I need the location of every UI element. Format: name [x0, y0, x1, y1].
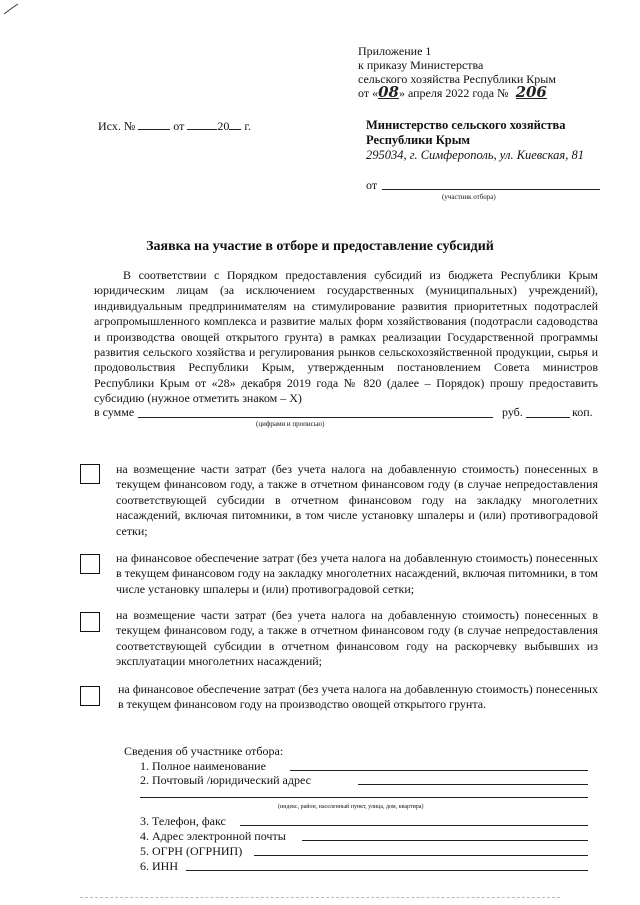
addressee-line2: Республики Крым [366, 133, 470, 147]
rub-label: руб. [502, 405, 523, 419]
option-text-4: на финансовое обеспечение затрат (без учета налога на добавленную стоимость) понесенных в текущем финансовом году на производство овощей открытого грунта. [118, 682, 598, 712]
field-inn-input[interactable] [186, 870, 588, 871]
outgoing-suffix: г. [244, 119, 251, 133]
kop-label: коп. [572, 405, 593, 419]
appendix-date-day: 08 [378, 83, 399, 101]
field-inn-label: 6. ИНН [140, 859, 178, 873]
sum-field[interactable] [138, 417, 493, 418]
outgoing-number-field[interactable] [138, 119, 170, 130]
option-checkbox-3[interactable] [80, 612, 100, 632]
corner-mark-icon [2, 2, 22, 16]
addressee-line1: Министерство сельского хозяйства [366, 118, 566, 132]
field-ogrn-input[interactable] [254, 855, 588, 856]
field-full-name-input[interactable] [290, 770, 588, 771]
address-caption: (индекс, район, населенный пункт, улица, дом, квартира) [278, 804, 424, 810]
outgoing-year-field[interactable] [229, 119, 241, 130]
outgoing-number-line [98, 119, 298, 133]
from-caption: (участник отбора) [442, 193, 496, 201]
option-checkbox-4[interactable] [80, 686, 100, 706]
addressee-address: 295034, г. Симферополь, ул. Киевская, 81 [366, 148, 584, 162]
option-text-1: на возмещение части затрат (без учета налога на добавленную стоимость) понесенных в текущем финансовом году, а также в отчетном финансовом году (в случае непредоставления соответствующей субсидии в отчетном финансовом году на закладку многолетних насаждений, включая питомники, в том числе установку шпалеры и (или) противоградовой сетки; [116, 462, 598, 538]
appendix-date-prefix: от « [358, 86, 379, 100]
page-title: Заявка на участие в отборе и предоставление субсидий [146, 239, 494, 254]
participant-heading: Сведения об участнике отбора: [124, 744, 284, 758]
kop-field[interactable] [526, 417, 570, 418]
field-address-label: 2. Почтовый /юридический адрес [140, 773, 311, 787]
sum-label: в сумме [94, 405, 135, 419]
appendix-line2: к приказу Министерства [358, 58, 484, 72]
sum-caption: (цифрами и прописью) [256, 420, 325, 428]
appendix-line3: сельского хозяйства Республики Крым [358, 72, 556, 86]
option-checkbox-1[interactable] [80, 464, 100, 484]
outgoing-mid: от [173, 119, 185, 133]
appendix-date-line [358, 83, 628, 101]
field-address-input-line2[interactable] [140, 797, 588, 798]
field-email-input[interactable] [302, 840, 588, 841]
field-phone-input[interactable] [240, 825, 588, 826]
field-address-input[interactable] [358, 784, 588, 785]
from-label: от [366, 178, 378, 192]
field-phone-label: 3. Телефон, факс [140, 814, 226, 828]
option-text-2: на финансовое обеспечение затрат (без учета налога на добавленную стоимость) понесенных в текущем финансовом году на закладку многолетних насаждений, включая питомники, в том числе установку шпалеры и (или) противоградовой сетки; [116, 551, 598, 596]
field-email-label: 4. Адрес электронной почты [140, 829, 286, 843]
appendix-date-mid: » апреля 2022 года № [398, 86, 509, 100]
intro-paragraph: В соответствии с Порядком предоставления субсидий из бюджета Республики Крым юридическим лицам (за исключением государственных (муниципальных) учреждений), индивидуальным предпринимателям на стимулирование развития приоритетных подотраслей агропромышленного комплекса и развитие малых форм хозяйствования (подотрасли садоводства и производства овощей открытого грунта) в рамках реализации Государственной программы развития сельского хозяйства и регулирования рынков сельскохозяйственной продукции, сырья и продовольствия Республики Крым, утвержденным постановлением Совета министров Республики Крым от «28» декабря 2019 года № 820 (далее – Порядок) прошу предоставить субсидию (нужное отметить знаком – X) [94, 268, 598, 406]
scan-artifact-bottom [80, 897, 560, 898]
addressee-block [366, 118, 626, 163]
outgoing-prefix: Исх. № [98, 119, 136, 133]
field-full-name-label: 1. Полное наименование [140, 759, 266, 773]
appendix-line1: Приложение 1 [358, 44, 432, 58]
field-ogrn-label: 5. ОГРН (ОГРНИП) [140, 844, 243, 858]
option-text-3: на возмещение части затрат (без учета налога на добавленную стоимость) понесенных в текущем финансовом году, а также в отчетном финансовом году (в случае непредоставления соответствующей субсидии в отчетном финансовом году на раскорчевку выбывших из эксплуатации многолетних насаждений; [116, 608, 598, 669]
appendix-order-number: 206 [515, 83, 547, 101]
outgoing-year-prefix: 20 [217, 119, 230, 133]
appendix-block [358, 44, 628, 100]
outgoing-date-field[interactable] [187, 119, 217, 130]
option-checkbox-2[interactable] [80, 554, 100, 574]
from-field[interactable] [382, 189, 600, 190]
